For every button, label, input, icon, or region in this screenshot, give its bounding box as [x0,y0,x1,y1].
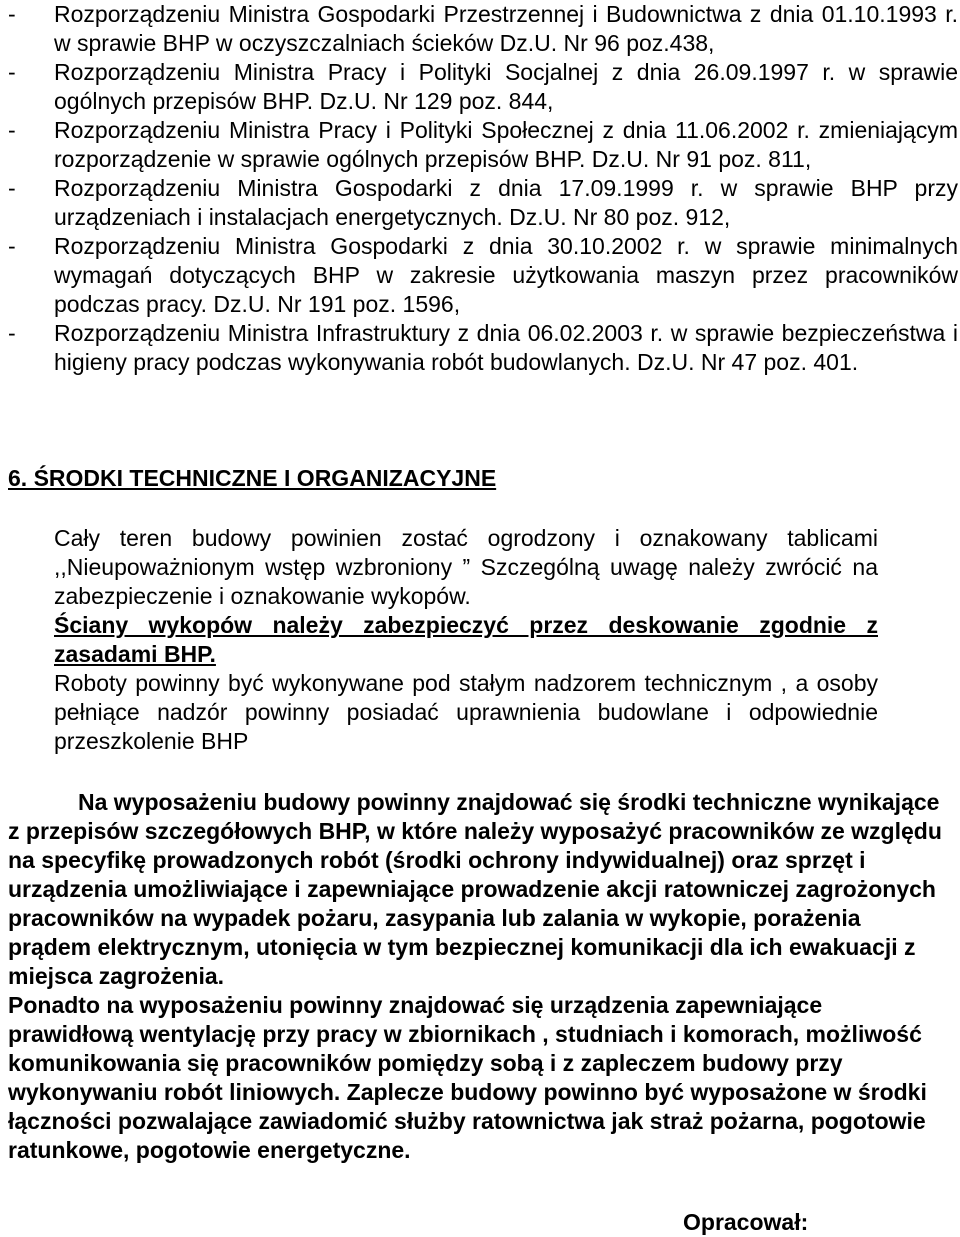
list-dash: - [8,320,16,346]
regulation-text: Rozporządzeniu Ministra Infrastruktury z dnia 06.02.2003 r. w sprawie bezpieczeństwa i higieny pracy podczas wykonywania robót budowlanych. Dz.U. Nr 47 poz. 401. [54,320,958,375]
equipment-paragraph-2: Ponadto na wyposażeniu powinny znajdować się urządzenia zapewniające prawidłową wentylację przy pracy w zbiornikach , studniach i komorach, możliwość komunikowania się pracowników pomiędzy sobą i z zapleczem budowy przy wykonywaniu robót liniowych. Zaplecze budowy powinno być wyposażone w środki łączności pozwalające zawiadomić służby ratownictwa jak straż pożarna, pogotowie ratunkowe, pogotowie energetyczne. [8,992,927,1163]
fence-paragraph: Cały teren budowy powinien zostać ogrodzony i oznakowany tablicami ,,Nieupoważnionym wstęp wzbroniony ” Szczególną uwagę należy zwrócić na zabezpieczenie i oznakowanie wykopów. [54,525,878,609]
list-dash: - [8,175,16,201]
regulation-text: Rozporządzeniu Ministra Gospodarki z dnia 17.09.1999 r. w sprawie BHP przy urządzeniach i instalacjach energetycznych. Dz.U. Nr 80 poz. 912, [54,175,958,230]
list-dash: - [8,233,16,259]
equipment-paragraph-1: Na wyposażeniu budowy powinny znajdować się środki techniczne wynikające z przepisów szczegółowych BHP, w które należy wyposażyć pracowników ze względu na specyfikę prowadzonych robót (środki ochrony indywidualnej) oraz sprzęt i urządzenia umożliwiające i zapewniające prowadzenie akcji ratowniczej zagrożonych pracowników na wypadek pożaru, zasypania lub zalania w wykopie, porażenia prądem elektrycznym, utonięcia w tym bezpiecznej komunikacji dla ich ewakuacji z miejsca zagrożenia. [8,789,942,989]
list-dash: - [8,117,16,143]
list-dash: - [8,1,16,27]
supervision-paragraph: Roboty powinny być wykonywane pod stałym nadzorem technicznym , a osoby pełniące nadzór powinny posiadać uprawnienia budowlane i odpowiednie przeszkolenie BHP [54,670,878,754]
regulation-text: Rozporządzeniu Ministra Pracy i Polityki Socjalnej z dnia 26.09.1997 r. w sprawie ogólnych przepisów BHP. Dz.U. Nr 129 poz. 844, [54,59,958,114]
site-requirements [54,524,878,756]
regulation-text: Rozporządzeniu Ministra Gospodarki Przestrzennej i Budownictwa z dnia 01.10.1993 r. w sprawie BHP w oczyszczalniach ścieków Dz.U. Nr 96 poz.438, [54,1,958,56]
regulation-text: Rozporządzeniu Ministra Pracy i Polityki Społecznej z dnia 11.06.2002 r. zmieniającym rozporządzenie w sprawie ogólnych przepisów BHP. Dz.U. Nr 91 poz. 811, [54,117,958,172]
regulation-item [8,319,958,377]
section-heading: 6. ŚRODKI TECHNICZNE I ORGANIZACYJNE [8,465,497,491]
list-dash: - [8,59,16,85]
regulation-item [8,58,958,116]
regulation-item [8,174,958,232]
regulations-list [8,0,958,377]
regulation-item [8,116,958,174]
regulation-item [8,0,958,58]
regulation-text: Rozporządzeniu Ministra Gospodarki z dnia 30.10.2002 r. w sprawie minimalnych wymagań dotyczących BHP w zakresie użytkowania maszyn przez pracowników podczas pracy. Dz.U. Nr 191 poz. 1596, [54,233,958,317]
regulation-item [8,232,958,319]
trench-warning: Ściany wykopów należy zabezpieczyć przez deskowanie zgodnie z zasadami BHP. [54,612,878,667]
equipment-section [8,788,948,1165]
author-label: Opracował: [683,1209,809,1235]
